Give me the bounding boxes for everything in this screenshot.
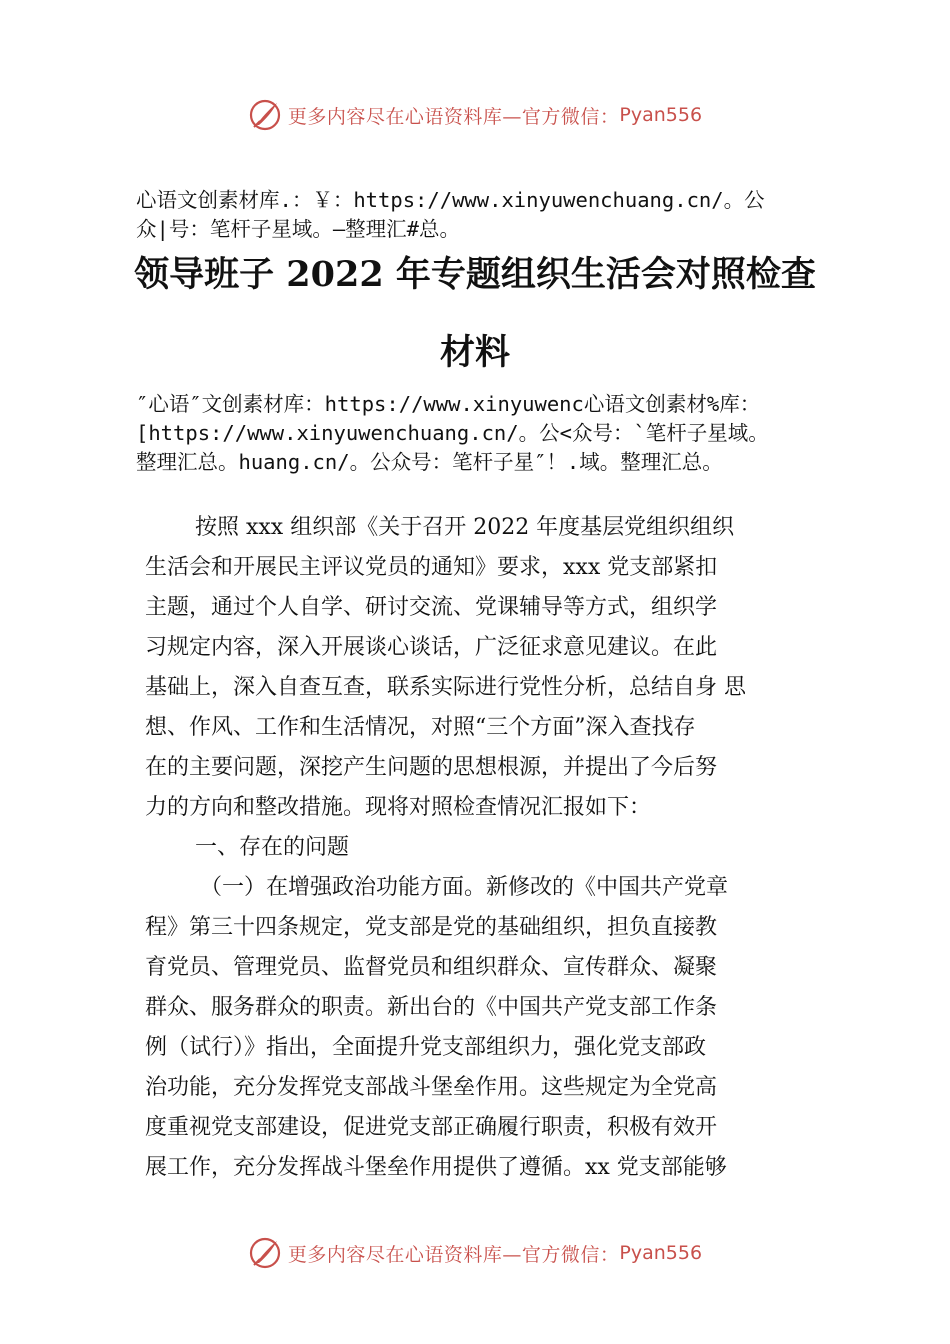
paragraph-line: 程》第三十四条规定，党支部是党的基础组织，担负直接教 <box>145 915 718 940</box>
document-body <box>145 508 815 1188</box>
paragraph-line: 治功能，充分发挥党支部战斗堡垒作用。这些规定为全党高 <box>145 1075 718 1100</box>
quill-logo-icon <box>248 1236 282 1270</box>
document-title: 领导班子 2022 年专题组织生活会对照检查 <box>134 254 816 295</box>
paragraph-line: 习规定内容，深入开展谈心谈话，广泛征求意见建议。在此 <box>145 635 718 660</box>
banner-wechat-id: Pyan556 <box>619 1242 703 1264</box>
banner-wechat-id: Pyan556 <box>619 104 703 126</box>
paragraph-line: 力的方向和整改措施。现将对照检查情况汇报如下： <box>145 795 652 820</box>
paragraph-line: 展工作，充分发挥战斗堡垒作用提供了遵循。xx 党支部能够 <box>145 1155 727 1180</box>
source-note-top <box>136 186 836 244</box>
paragraph-line: 想、作风、工作和生活情况，对照“三个方面”深入查找存 <box>145 715 696 740</box>
footer-watermark <box>0 1233 950 1273</box>
paragraph-line: 度重视党支部建设，促进党支部正确履行职责，积极有效开 <box>145 1115 718 1140</box>
note-line: ″心语″文创素材库：https://www.xinyuwenc心语文创素材%库： <box>136 392 761 416</box>
quill-logo-icon <box>248 98 282 132</box>
note-line: 心语文创素材库.：￥：https://www.xinyuwenchuang.cn/。公 <box>136 188 765 212</box>
paragraph-line: 主题，通过个人自学、研讨交流、党课辅导等方式，组织学 <box>145 595 718 620</box>
paragraph-line: 生活会和开展民主评议党员的通知》要求，xxx 党支部紧扣 <box>145 555 718 580</box>
note-line: 众|号：笔杆子星域。—整理汇#总。 <box>136 217 461 241</box>
paragraph-line: 例（试行）》指出，全面提升党支部组织力，强化党支部政 <box>145 1035 707 1060</box>
banner-text: 更多内容尽在心语资料库—官方微信： <box>287 105 620 128</box>
banner-text: 更多内容尽在心语资料库—官方微信： <box>287 1243 620 1266</box>
header-watermark <box>0 95 950 135</box>
paragraph-line: 育党员、管理党员、监督党员和组织群众、宣传群众、凝聚 <box>145 955 718 980</box>
paragraph-line: 按照 xxx 组织部《关于召开 2022 年度基层党组织组织 <box>195 515 735 540</box>
paragraph-line: （一）在增强政治功能方面。新修改的《中国共产党章 <box>200 875 729 900</box>
note-line: [https://www.xinyuwenchuang.cn/。公<众号：`笔杆子星域。 <box>136 421 769 445</box>
paragraph-line: 在的主要问题，深挖产生问题的思想根源，并提出了今后努 <box>145 755 718 780</box>
section-heading: 一、存在的问题 <box>195 835 350 860</box>
paragraph-line: 群众、服务群众的职责。新出台的《中国共产党支部工作条 <box>145 995 718 1020</box>
paragraph-line: 基础上，深入自查互查，联系实际进行党性分析，总结自身 思 <box>145 675 746 700</box>
source-note-middle <box>136 390 836 477</box>
document-title-cont: 材料 <box>439 332 510 373</box>
note-line: 整理汇总。huang.cn/。公众号：笔杆子星″！.域。整理汇总。 <box>136 450 723 474</box>
